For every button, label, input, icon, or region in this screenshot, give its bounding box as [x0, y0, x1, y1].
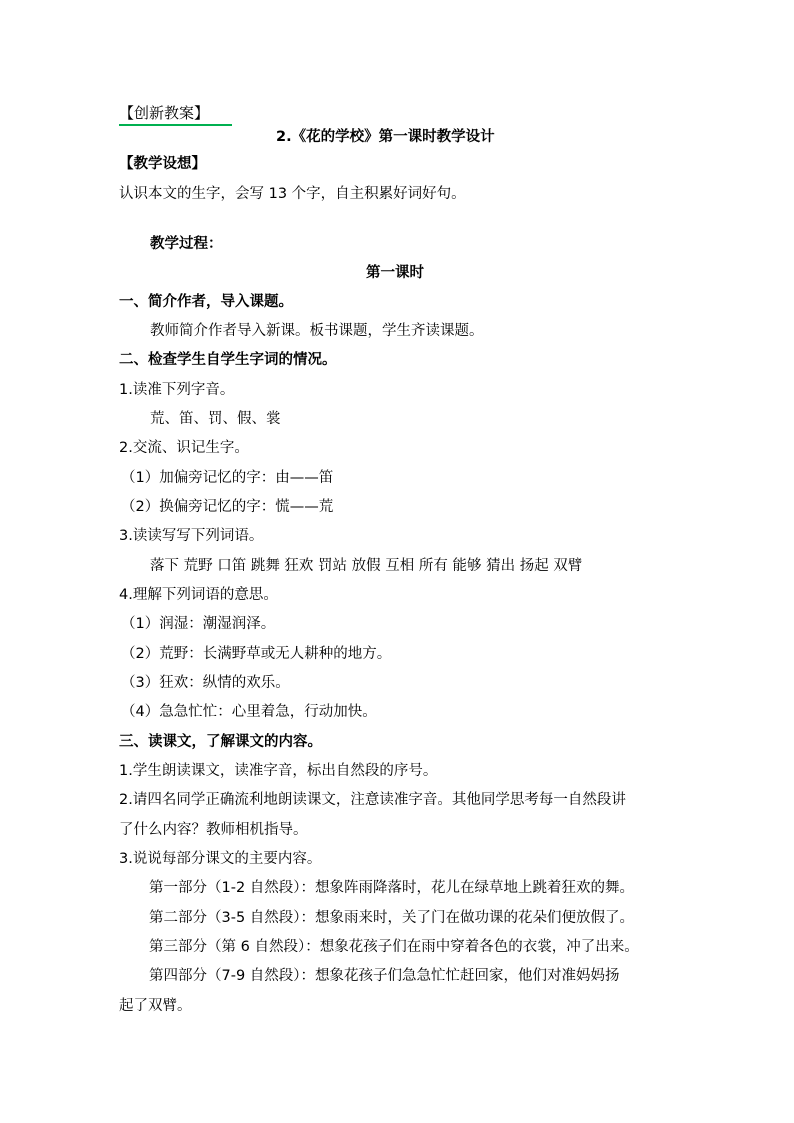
- list-item: （3）狂欢：纵情的欢乐。: [121, 675, 290, 691]
- list-item: 3.读读写写下列词语。: [119, 528, 264, 544]
- list-item: 1.读准下列字音。: [119, 382, 235, 398]
- list-item: 了什么内容？教师相机指导。: [119, 822, 308, 838]
- section3-heading: 三、读课文，了解课文的内容。: [119, 734, 322, 750]
- list-item: 第二部分（3-5 自然段）：想象雨来时，关了门在做功课的花朵们便放假了。: [149, 910, 635, 926]
- section1-text: 教师简介作者导入新课。板书课题，学生齐读课题。: [150, 323, 484, 339]
- concept-heading: 【教学设想】: [119, 156, 206, 172]
- list-item: （4）急急忙忙：心里着急，行动加快。: [121, 704, 377, 720]
- concept-text: 认识本文的生字，会写 13 个字，自主积累好词好句。: [119, 186, 466, 202]
- list-item: 落下 荒野 口笛 跳舞 狂欢 罚站 放假 互相 所有 能够 猜出 扬起 双臂: [150, 558, 583, 574]
- list-item: 3.说说每部分课文的主要内容。: [119, 851, 322, 867]
- list-item: 荒、笛、罚、假、裳: [150, 411, 281, 427]
- list-item: （1）加偏旁记忆的字：由——笛: [121, 470, 334, 486]
- list-item: 第四部分（7-9 自然段）：想象花孩子们急急忙忙赶回家，他们对准妈妈扬: [149, 968, 620, 984]
- list-item: （2）换偏旁记忆的字：慌——荒: [121, 499, 334, 515]
- list-item: （2）荒野：长满野草或无人耕种的地方。: [121, 646, 392, 662]
- section2-heading: 二、检查学生自学生字词的情况。: [119, 352, 337, 368]
- list-item: 4.理解下列词语的意思。: [119, 587, 278, 603]
- list-item: 2.请四名同学正确流利地朗读课文，注意读准字音。其他同学思考每一自然段讲: [119, 792, 626, 808]
- section1-heading: 一、简介作者，导入课题。: [119, 294, 293, 310]
- section-tag: 【创新教案】: [119, 104, 210, 122]
- list-item: 1.学生朗读课文，读准字音，标出自然段的序号。: [119, 763, 438, 779]
- list-item: 第三部分（第 6 自然段）：想象花孩子们在雨中穿着各色的衣裳，冲了出来。: [149, 939, 639, 955]
- list-item: 起了双臂。: [119, 998, 192, 1014]
- process-heading: 教学过程：: [150, 236, 223, 252]
- list-item: （1）润湿：潮湿润泽。: [121, 616, 276, 632]
- tag-underline: [119, 124, 232, 126]
- document-title: 2.《花的学校》第一课时教学设计: [276, 129, 495, 145]
- lesson-heading: 第一课时: [366, 265, 424, 281]
- list-item: 2.交流、识记生字。: [119, 440, 249, 456]
- list-item: 第一部分（1-2 自然段）：想象阵雨降落时，花儿在绿草地上跳着狂欢的舞。: [149, 880, 635, 896]
